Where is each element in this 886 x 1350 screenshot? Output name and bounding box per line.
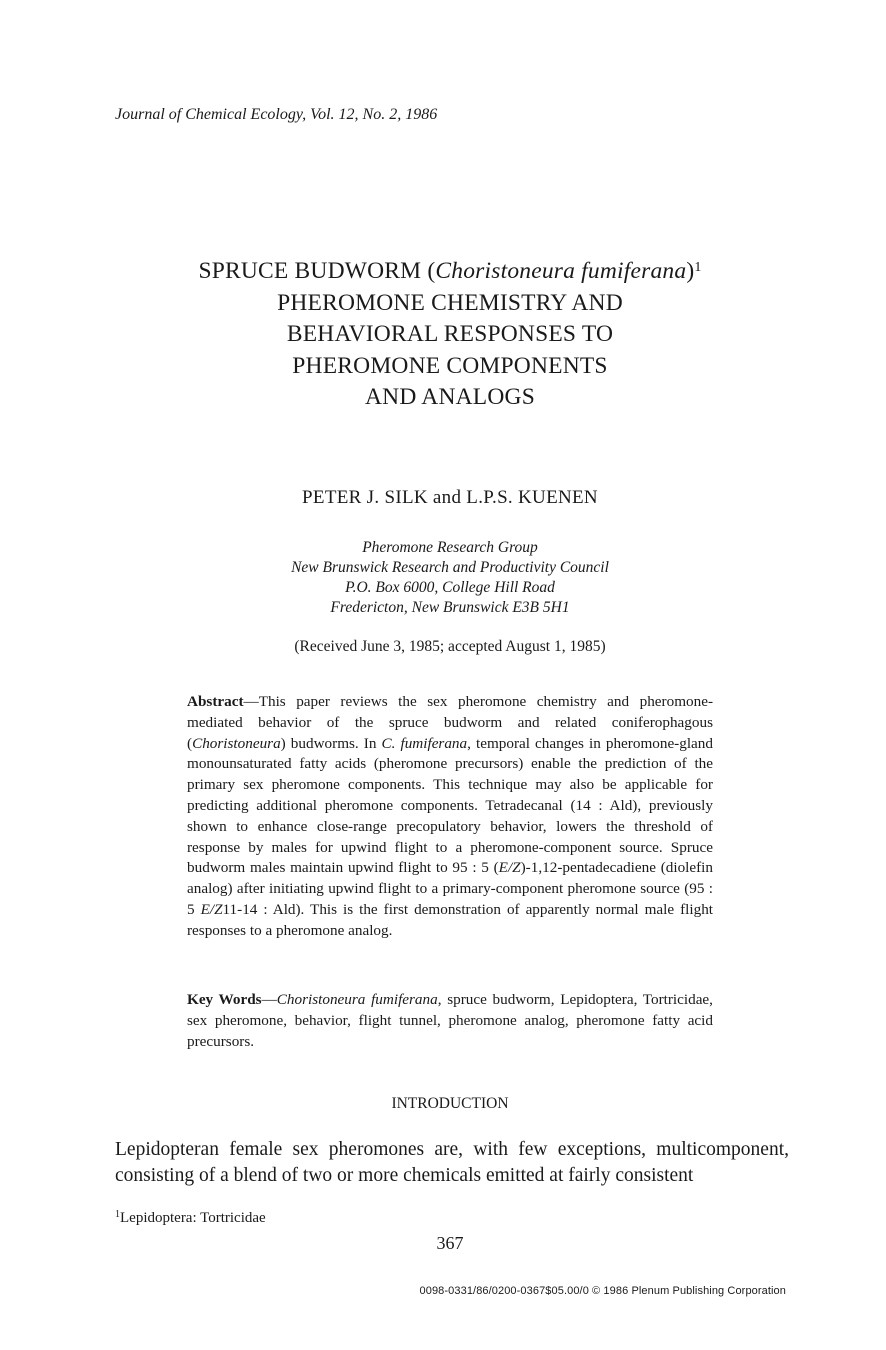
copyright-line: 0098-0331/86/0200-0367$05.00/0 © 1986 Plenum Publishing Corporation: [419, 1285, 786, 1297]
key-words-text: , spruce budworm, Lepidoptera, Tortricidae, sex pheromone, behavior, flight tunnel, pheromone analog, pheromone fatty acid precursors.: [187, 991, 713, 1050]
affiliation-line-4: Fredericton, New Brunswick E3B 5H1: [330, 599, 570, 616]
footnote: [115, 1210, 266, 1227]
abstract-label: Abstract: [187, 693, 244, 710]
page-number: 367: [436, 1233, 464, 1253]
abstract-italic-1: Choristoneura: [192, 734, 281, 752]
title-footnote-marker: 1: [694, 260, 702, 275]
affiliation-line-3: P.O. Box 6000, College Hill Road: [345, 579, 555, 596]
abstract-text-1: This paper reviews the sex pheromone chemistry and pheromone-mediated behavior of the spruce budworm and related coniferophagous (: [187, 693, 713, 752]
title-line-1: [150, 256, 750, 288]
key-words: [187, 990, 713, 1052]
received-dates: (Received June 3, 1985; accepted August 1, 1985): [294, 638, 606, 655]
introduction-paragraph: Lepidopteran female sex pheromones are, with few exceptions, multicomponent, consisting of a blend of two or more chemicals emitted at fairly consistent: [115, 1139, 789, 1186]
title-species-name: Choristoneura fumiferana: [435, 258, 687, 284]
abstract-dash: —: [243, 693, 259, 710]
abstract-italic-2: C. fumiferana: [381, 734, 468, 752]
key-words-dash: —: [261, 991, 277, 1008]
abstract-italic-4: E/Z: [200, 900, 223, 918]
title-line-4: PHEROMONE COMPONENTS: [292, 352, 608, 379]
affiliation-line-2: New Brunswick Research and Productivity Council: [291, 559, 609, 576]
abstract-text-5: 11-14 : Ald). This is the first demonstration of apparently normal male flight responses to a pheromone analog.: [187, 900, 714, 939]
key-words-italic: Choristoneura fumiferana: [276, 991, 438, 1008]
title-line-1-post: ): [686, 258, 695, 284]
title-line-1-pre: SPRUCE BUDWORM (: [198, 258, 436, 284]
abstract-text-4: )-1,12-pentadecadiene (diolefin analog) after initiating upwind flight to a primary-component pheromone source (95 : 5: [187, 859, 713, 918]
abstract-text-3: , temporal changes in pheromone-gland monounsaturated fatty acids (pheromone precursors) enable the prediction of the primary sex pheromone components. This technique may also be applicable for predicting additional pheromone components. Tetradecanal (14 : Ald), previously shown to enhance close-range precopulatory behavior, lowers the threshold of response by males for upwind flight to a pheromone-component source. Spruce budworm males maintain upwind flight to 95 : 5 (: [187, 734, 713, 877]
abstract-italic-3: E/Z: [498, 859, 521, 877]
title-line-3: BEHAVIORAL RESPONSES TO: [286, 321, 614, 347]
journal-citation: Journal of Chemical Ecology, Vol. 12, No. 2, 1986: [115, 106, 438, 123]
authors: PETER J. SILK and L.P.S. KUENEN: [302, 487, 598, 508]
abstract-text-2: ) budworms. In: [280, 734, 382, 752]
abstract: [187, 692, 713, 942]
article-title: [150, 256, 750, 414]
affiliation-line-1: Pheromone Research Group: [362, 539, 538, 556]
affiliation: [150, 538, 750, 618]
title-line-5: AND ANALOGS: [365, 384, 535, 410]
footnote-text: Lepidoptera: Tortricidae: [120, 1210, 266, 1226]
footnote-marker: 1: [115, 1209, 120, 1220]
key-words-label: Key Words: [187, 991, 262, 1008]
title-line-2: PHEROMONE CHEMISTRY AND: [277, 289, 623, 316]
section-heading-introduction: INTRODUCTION: [391, 1095, 509, 1112]
